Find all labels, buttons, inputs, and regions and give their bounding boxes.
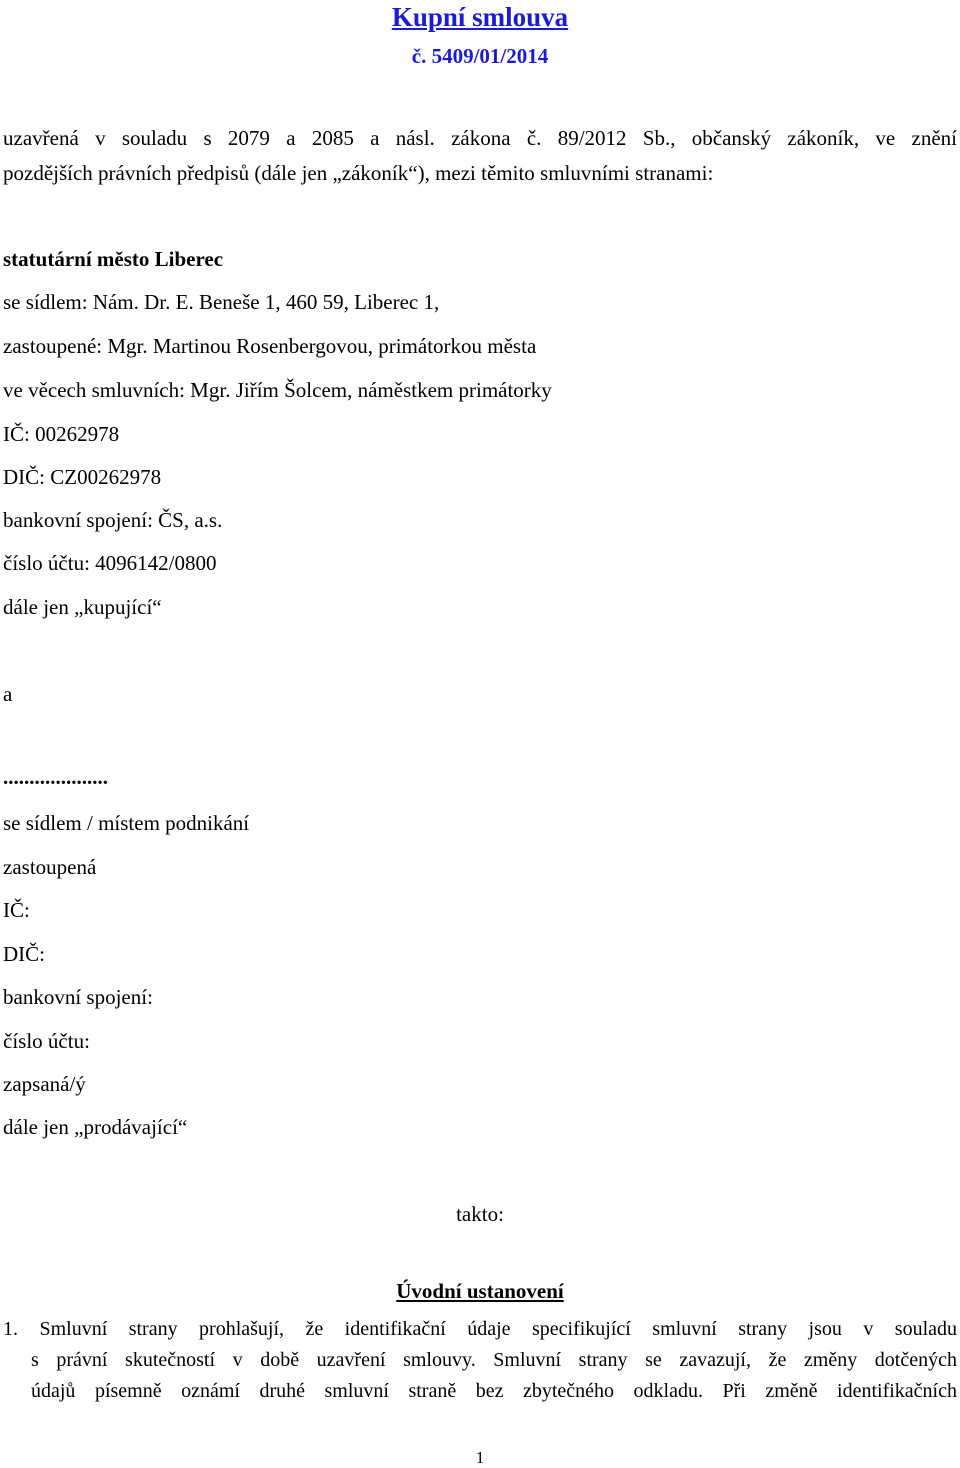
paragraph-1-line-2: s právní skutečností v době uzavření smlouvy. Smluvní strany se zavazují, že změny dotčených xyxy=(31,1349,957,1371)
seller-account: číslo účtu: xyxy=(3,1029,90,1053)
seller-seat: se sídlem / místem podnikání xyxy=(3,811,250,835)
seller-name-placeholder: .................... xyxy=(3,765,108,789)
paragraph-1-line-1: 1. Smluvní strany prohlašují, že identifikační údaje specifikující smluvní strany jsou v souladu xyxy=(3,1318,957,1340)
contract-number: č. 5409/01/2014 xyxy=(411,44,549,68)
paragraph-1-line-3: údajů písemně oznámí druhé smluvní straně bez zbytečného odkladu. Při změně identifikačních xyxy=(31,1380,957,1402)
takto-label: takto: xyxy=(456,1202,504,1226)
document-title: Kupní smlouva xyxy=(391,2,569,32)
buyer-name: statutární město Liberec xyxy=(3,247,224,271)
seller-ic: IČ: xyxy=(3,898,30,922)
seller-registered: zapsaná/ý xyxy=(3,1072,86,1096)
section-heading: Úvodní ustanovení xyxy=(396,1279,564,1303)
paragraph-1 xyxy=(3,1314,957,1407)
seller-dic: DIČ: xyxy=(3,942,45,966)
buyer-bank: bankovní spojení: ČS, a.s. xyxy=(3,508,223,532)
buyer-account: číslo účtu: 4096142/0800 xyxy=(3,551,217,575)
buyer-dic: DIČ: CZ00262978 xyxy=(3,465,162,489)
seller-represented: zastoupená xyxy=(3,855,97,879)
buyer-contract-matters: ve věcech smluvních: Mgr. Jiřím Šolcem, náměstkem primátorky xyxy=(3,378,552,402)
buyer-represented: zastoupené: Mgr. Martinou Rosenbergovou, primátorkou města xyxy=(3,334,537,358)
buyer-ic: IČ: 00262978 xyxy=(3,422,120,446)
seller-bank: bankovní spojení: xyxy=(3,985,153,1009)
buyer-seat: se sídlem: Nám. Dr. E. Beneše 1, 460 59, Liberec 1, xyxy=(3,290,440,314)
page-number: 1 xyxy=(475,1448,485,1467)
seller-alias: dále jen „prodávající“ xyxy=(3,1115,188,1139)
preamble-line-2: pozdějších právních předpisů (dále jen „zákoník“), mezi těmito smluvními stranami: xyxy=(3,161,714,185)
buyer-alias: dále jen „kupující“ xyxy=(3,595,162,619)
connector-a: a xyxy=(3,682,13,706)
preamble-line-1: uzavřená v souladu s 2079 a 2085 a násl. zákona č. 89/2012 Sb., občanský zákoník, ve znění xyxy=(3,126,957,150)
